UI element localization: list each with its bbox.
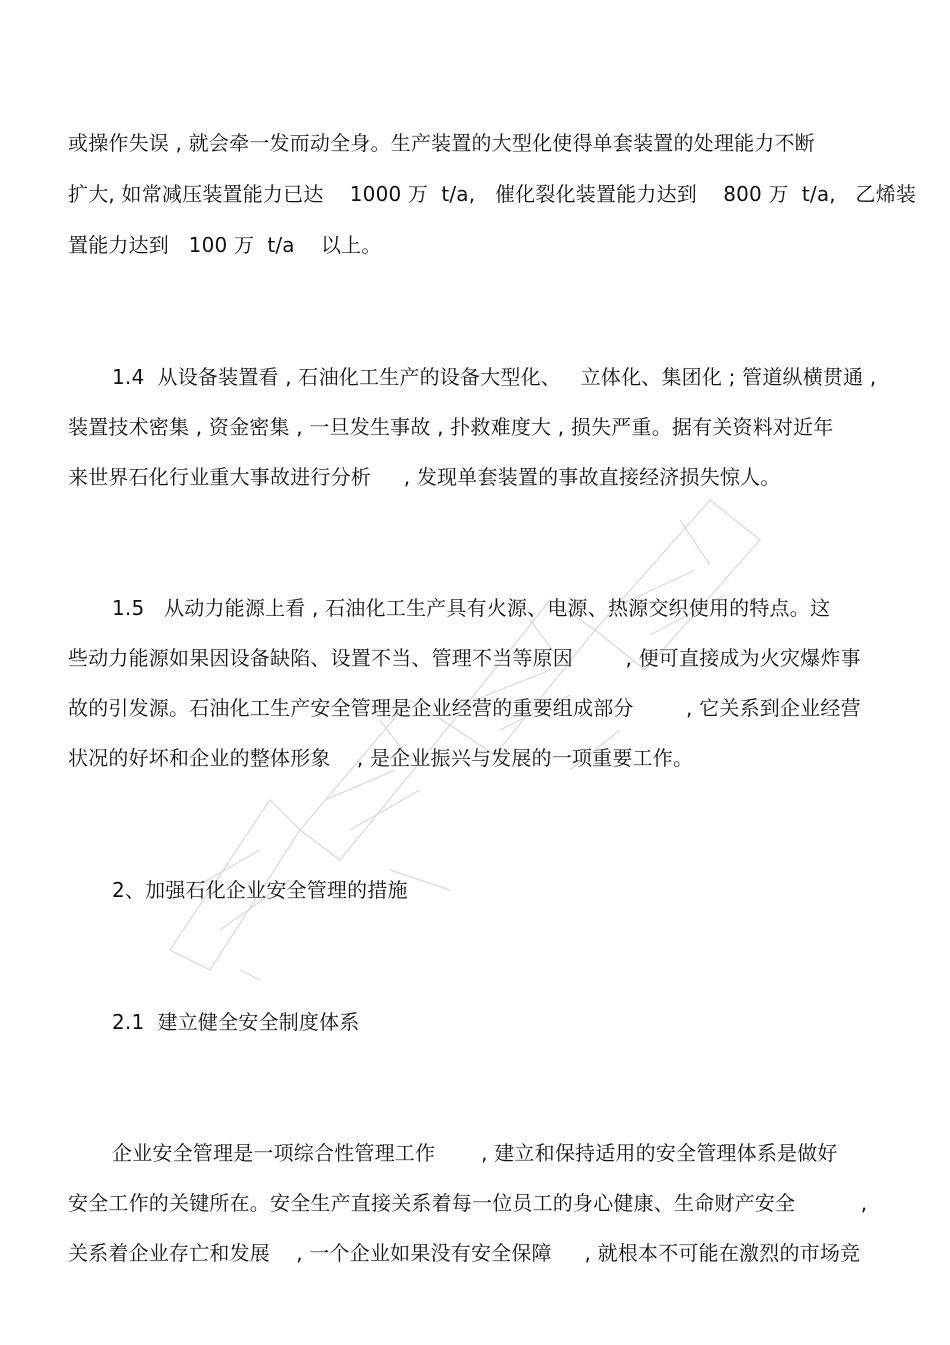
text-line: 装置技术密集 , 资金密集 , 一旦发生事故 , 扑救难度大 , 损失严重。据有关资料对近年 (68, 415, 834, 439)
text-line: 或操作失误 , 就会牵一发而动全身。生产装置的大型化使得单套装置的处理能力不断 (68, 131, 815, 155)
text-line: 安全工作的关键所在。安全生产直接关系着每一位员工的身心健康、生命财产安全 , (68, 1191, 868, 1215)
text-line: 故的引发源。石油化工生产安全管理是企业经营的重要组成部分 , 它关系到企业经营 (68, 696, 861, 720)
text-line: 些动力能源如果因设备缺陷、设置不当、管理不当等原因 , 便可直接成为火灾爆炸事 (68, 646, 861, 670)
watermark-stamp (150, 470, 790, 990)
text-line: 状况的好坏和企业的整体形象 , 是企业振兴与发展的一项重要工作。 (68, 746, 694, 770)
text-line: 1.5 从动力能源上看 , 石油化工生产具有火源、电源、热源交织使用的特点。这 (112, 596, 831, 620)
text-line: 企业安全管理是一项综合性管理工作 , 建立和保持适用的安全管理体系是做好 (112, 1141, 838, 1165)
text-line: 置能力达到 100 万 t/a 以上。 (68, 233, 382, 257)
text-line: 扩大, 如常减压装置能力已达 1000 万 t/a, 催化裂化装置能力达到 800 万 t/a, 乙烯装 (68, 182, 917, 206)
text-line: 关系着企业存亡和发展 , 一个企业如果没有安全保障 , 就根本不可能在激烈的市场竞 (68, 1241, 861, 1265)
text-line: 1.4 从设备装置看 , 石油化工生产的设备大型化、 立体化、集团化 ; 管道纵横贯通 , (112, 365, 877, 389)
text-line: 来世界石化行业重大事故进行分析 , 发现单套装置的事故直接经济损失惊人。 (68, 465, 781, 489)
section-heading: 2、加强石化企业安全管理的措施 (112, 878, 408, 902)
subsection-heading: 2.1 建立健全安全制度体系 (112, 1010, 360, 1034)
